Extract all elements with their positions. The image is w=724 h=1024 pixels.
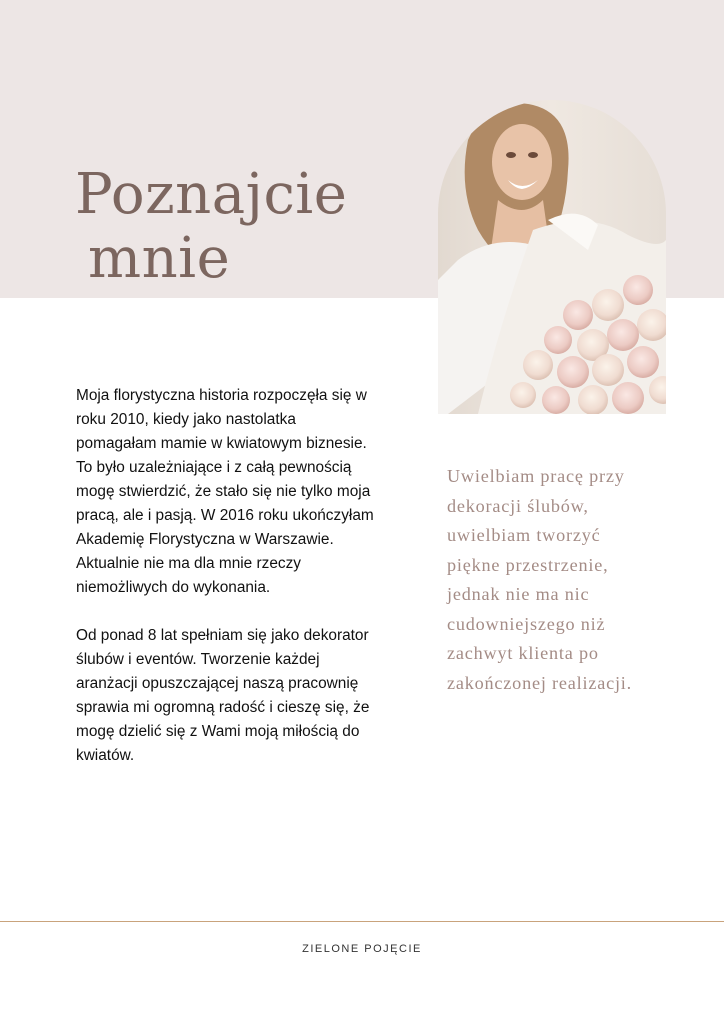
- about-paragraph-2: Od ponad 8 lat spełniam się jako dekorator ślubów i eventów. Tworzenie każdej aranżacji opuszczającej naszą pracownię sprawia mi ogromną radość i cieszę się, że mogę dzielić się z Wami moją miłością do kwiatów.: [76, 627, 370, 764]
- page-title-line1: Poznajcie: [75, 162, 348, 227]
- footer-brand: ZIELONE POJĘCIE: [302, 943, 422, 955]
- portrait-photo: [438, 100, 666, 414]
- page-title: [75, 163, 347, 291]
- pull-quote: Uwielbiam pracę przy dekoracji ślubów, uwielbiam tworzyć piękne przestrzenie, jednak nie ma nic cudowniejszego niż zachwyt klienta po zakończonej realizacji.: [447, 466, 633, 693]
- portrait-photo-icon: [438, 100, 666, 414]
- about-paragraph-1: Moja florystyczna historia rozpoczęła się w roku 2010, kiedy jako nastolatka pomagałam mamie w kwiatowym biznesie. To było uzależniające i z całą pewnością mogę stwierdzić, że stało się nie tylko moja pracą, ale i pasją. W 2016 roku ukończyłam Akademię Florystyczna w Warszawie. Aktualnie nie ma dla mnie rzeczy niemożliwych do wykonania.: [76, 387, 374, 596]
- footer-divider: [0, 921, 724, 922]
- about-text: [76, 384, 421, 768]
- page-title-line2: mnie: [88, 226, 231, 291]
